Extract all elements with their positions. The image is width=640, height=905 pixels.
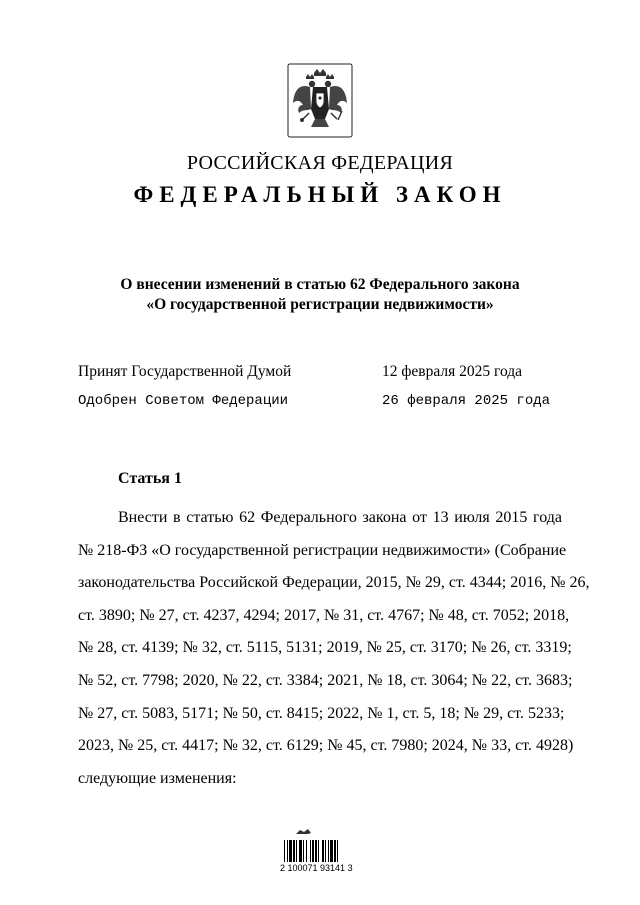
article-line: № 218-ФЗ «О государственной регистрации недвижимости» (Собрание [78, 541, 567, 559]
law-subject-line-2: «О государственной регистрации недвижимости» [146, 296, 494, 313]
barcode-number: 2 100071 93141 3 [280, 863, 353, 873]
article-line: законодательства Российской Федерации, 2015, № 29, ст. 4344; 2016, № 26, [78, 574, 590, 592]
article-line: Внести в статью 62 Федерального закона от 13 июля 2015 года [118, 509, 562, 526]
article-line: следующие изменения: [78, 769, 237, 787]
law-subject-line-1: О внесении изменений в статью 62 Федерального закона [120, 276, 520, 293]
russian-coat-of-arms-icon [287, 63, 353, 138]
adoption-council-date: 26 февраля 2025 года [382, 393, 551, 409]
adoption-duma-label: Принят Государственной Думой [78, 363, 292, 380]
law-subject [0, 275, 640, 315]
article-line: № 28, ст. 4139; № 32, ст. 5115, 5131; 2019, № 25, ст. 3170; № 26, ст. 3319; [78, 639, 572, 657]
adoption-duma-row [78, 363, 548, 381]
article-line: № 27, ст. 5083, 5171; № 50, ст. 8415; 2022, № 1, ст. 5, 18; № 29, ст. 5233; [78, 704, 565, 722]
article-body [78, 502, 590, 795]
article-line: ст. 3890; № 27, ст. 4237, 4294; 2017, № 31, ст. 4767; № 48, ст. 7052; 2018, [78, 606, 570, 624]
adoption-council-label: Одобрен Советом Федерации [78, 393, 289, 409]
law-type-title: ФЕДЕРАЛЬНЫЙ ЗАКОН [133, 182, 507, 207]
article-line: 2023, № 25, ст. 4417; № 32, ст. 6129; № 45, ст. 7980; 2024, № 33, ст. 4928) [78, 737, 574, 755]
adoption-council-row [78, 393, 551, 409]
country-title: РОССИЙСКАЯ ФЕДЕРАЦИЯ [186, 152, 454, 174]
article-title: Статья 1 [118, 470, 182, 487]
adoption-duma-date: 12 февраля 2025 года [382, 363, 523, 380]
article-line: № 52, ст. 7798; 2020, № 22, ст. 3384; 2021, № 18, ст. 3064; № 22, ст. 3683; [78, 671, 573, 689]
